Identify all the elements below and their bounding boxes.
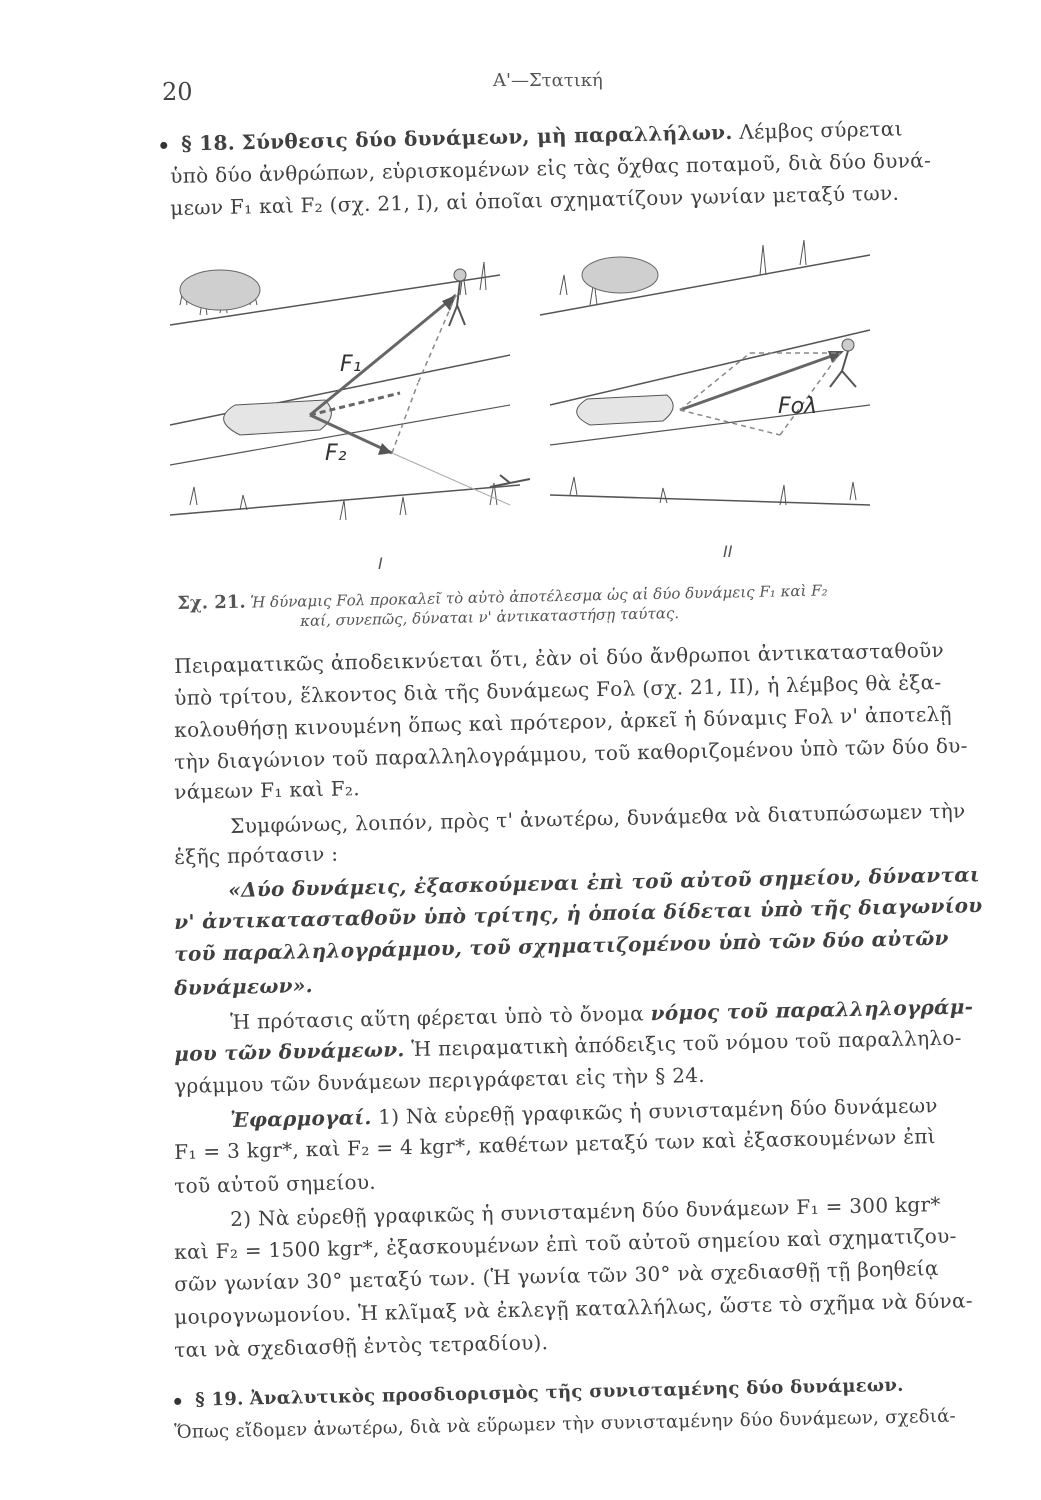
section-18-line-2: ὑπὸ δύο ἀνθρώπων, εὑρισκομένων εἰς τὰς ὄχθας ποταμοῦ, διὰ δύο δυνά- (170, 148, 932, 188)
paragraph-2-line-1: Συμφώνως, λοιπόν, πρὸς τ' ἀνωτέρω, δυνάμεθα νὰ διατυπώσωμεν τὴν (230, 798, 966, 838)
application-1-line-3: τοῦ αὐτοῦ σημείου. (174, 1169, 377, 1198)
running-title: Α'—Στατική (493, 70, 603, 91)
section-18-title: Σύνθεσις δύο δυνάμεων, μὴ παραλλήλων. (241, 120, 733, 155)
application-2-line-4: μοιρογνωμονίου. Ἡ κλῖμαξ νὰ ἐκλεγῇ καταλλήλως, ὥστε τὸ σχῆμα νὰ δύνα- (174, 1288, 974, 1329)
application-2-line-5: ται νὰ σχεδιασθῇ ἐντὸς τετραδίου). (174, 1330, 549, 1362)
f2-arrowhead-icon (378, 443, 392, 455)
page-number: 20 (162, 78, 193, 106)
figure-21 (160, 235, 880, 585)
application-2-line-1: 2) Νὰ εὑρεθῇ γραφικῶς ἡ συνισταμένη δύο δυνάμεων F₁ = 300 kgr* (230, 1192, 941, 1231)
section-19-title: Ἀναλυτικὸς προσδιορισμὸς τῆς συνισταμένης δύο δυνάμεων. (249, 1374, 904, 1410)
panel-label-2: II (723, 542, 733, 561)
section-18-number: § 18. (180, 130, 236, 156)
law-line-4: δυνάμεων». (174, 973, 314, 1000)
applications-title: Ἐφαρμογαί. (230, 1105, 372, 1132)
figure-caption-text-1: Ἡ δύναμις Fολ προκαλεῖ τὸ αὐτὸ ἀποτέλεσμα ὡς αἱ δύο δυνάμεις F₁ καὶ F₂ (250, 581, 828, 612)
figure-arrows-2 (680, 351, 844, 435)
section-19-number: § 19. (194, 1388, 244, 1411)
paragraph-1-line-4: τὴν διαγώνιον τοῦ παραλληλογράμμου, τοῦ καθοριζομένου ὑπὸ τῶν δύο δυ- (174, 733, 968, 774)
section-19-heading (174, 1375, 904, 1411)
panel-label-1: I (378, 554, 383, 573)
section-18-line-1: Λέμβος σύρεται (738, 116, 903, 144)
figure-panel-1 (170, 262, 530, 520)
paragraph-2-line-2: ἑξῆς πρότασιν : (174, 841, 339, 869)
law-line-3: τοῦ παραλληλογράμμου, τοῦ σχηματιζομένου ὑπὸ τῶν δύο αὐτῶν (174, 925, 949, 966)
label-fol: Fολ (778, 394, 818, 419)
application-2-line-2: καὶ F₂ = 1500 kgr*, ἐξασκουμένων ἐπὶ τοῦ αὐτοῦ σημείου καὶ σχηματιζου- (174, 1223, 957, 1264)
paragraph-1-line-5: νάμεων F₁ καὶ F₂. (174, 776, 361, 804)
law-line-2: ν' ἀντικατασταθοῦν ὑπὸ τρίτης, ἡ ὁποία δίδεται ὑπὸ τῆς διαγωνίου (174, 893, 983, 934)
paragraph-3-text-d: Ἡ πειραματικὴ ἀπόδειξις τοῦ νόμου τοῦ παραλληλο- (411, 1025, 962, 1062)
section-18-line-3: μεων F₁ καὶ F₂ (σχ. 21, I), αἱ ὁποῖαι σχηματίζουν γωνίαν μεταξύ των. (170, 180, 900, 220)
label-f1: F₁ (340, 352, 362, 377)
figure-caption-line-2: καί, συνεπῶς, δύναται ν' ἀντικαταστήσῃ ταύτας. (300, 604, 680, 630)
f1-arrowhead-icon (442, 295, 456, 311)
application-2-line-3: σῶν γωνίαν 30° μεταξύ των. (Ἡ γωνία τῶν 30° νὰ σχεδιασθῇ τῇ βοηθείᾳ (174, 1255, 939, 1296)
figure-arrows-1 (310, 295, 510, 505)
application-1-line-2: F₁ = 3 kgr*, καὶ F₂ = 4 kgr*, καθέτων μεταξύ των καὶ ἐξασκουμένων ἐπὶ (174, 1124, 937, 1164)
bullet-icon (160, 142, 167, 149)
figure-caption-number: Σχ. 21. (177, 591, 246, 614)
law-line-1: «Δύο δυνάμεις, ἐξασκούμεναι ἐπὶ τοῦ αὐτοῦ σημείου, δύνανται (228, 862, 981, 902)
label-f2: F₂ (325, 441, 347, 466)
law-name-part-2: μου τῶν δυνάμεων. (174, 1037, 405, 1066)
law-name-part-1: νόμος τοῦ παραλληλογράμ- (650, 994, 974, 1026)
section-19-line-1: Ὅπως εἴδομεν ἀνωτέρω, διὰ νὰ εὕρωμεν τὴν συνισταμένην δύο δυνάμεων, σχεδιά- (174, 1405, 957, 1443)
paragraph-1-line-1: Πειραματικῶς ἀποδεικνύεται ὅτι, ἐὰν οἱ δύο ἄνθρωποι ἀντικατασταθοῦν (174, 637, 945, 678)
paragraph-1-line-2: ὑπὸ τρίτου, ἕλκοντος διὰ τῆς δυνάμεως Fολ (σχ. 21, II), ἡ λέμβος θὰ ἐξα- (174, 669, 942, 710)
application-1-text-1: 1) Νὰ εὑρεθῇ γραφικῶς ἡ συνισταμένη δύο δυνάμεων (377, 1093, 939, 1129)
figure-panel-2 (540, 240, 870, 505)
bullet-icon (174, 1397, 181, 1404)
paragraph-3-line-3: γράμμου τῶν δυνάμεων περιγράφεται εἰς τὴν § 24. (174, 1062, 706, 1098)
paragraph-3-text-a: Ἡ πρότασις αὕτη φέρεται ὑπὸ τὸ ὄνομα (230, 1001, 645, 1034)
paragraph-1-line-3: κολουθήσῃ κινουμένη ὅπως καὶ πρότερον, ἀρκεῖ ἡ δύναμις Fολ ν' ἀποτελῇ (174, 701, 952, 742)
